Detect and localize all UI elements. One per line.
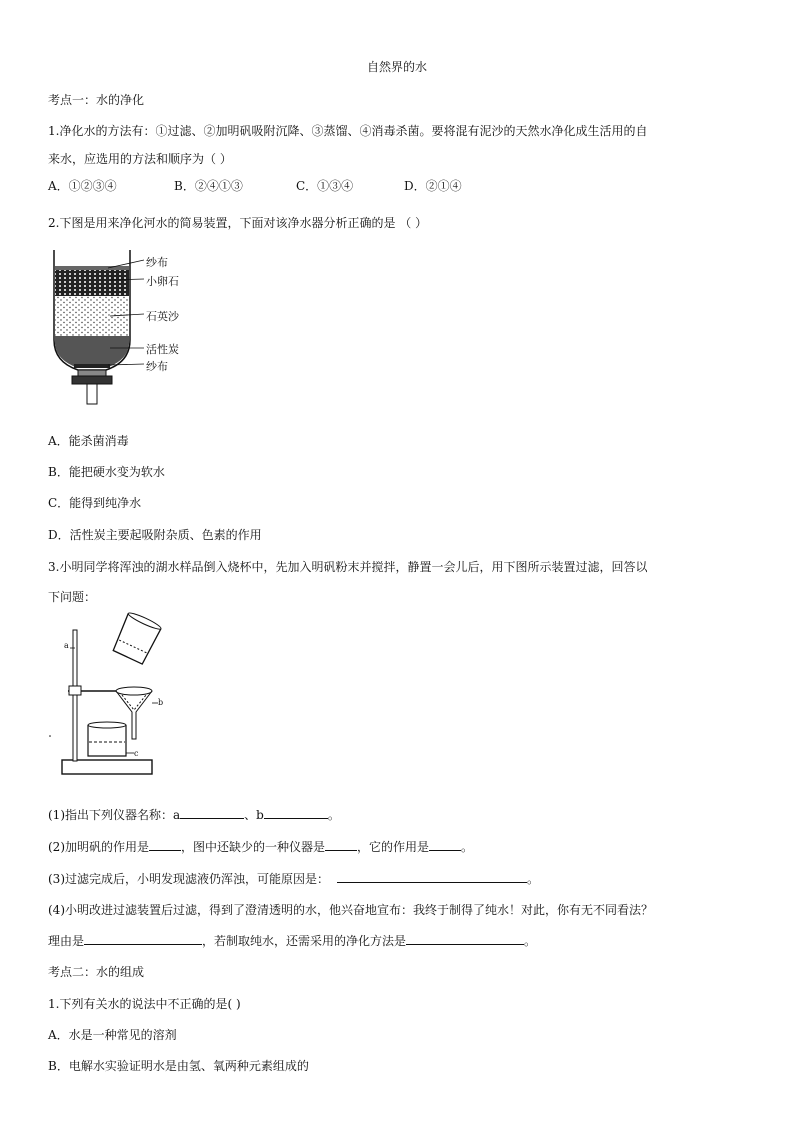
label-gauze-top: 纱布	[146, 256, 168, 269]
label-quartz-sand: 石英沙	[146, 310, 179, 323]
question-1-stem-line2: 来水，应选用的方法和顺序为（ ）	[48, 152, 232, 166]
question-3-sub4-line1: (4)小明改进过滤装置后过滤，得到了澄清透明的水，他兴奋地宣布：我终于制得了纯水！对此，你有无不同看法？	[48, 903, 654, 917]
question-2-option-c: C．能得到纯净水	[48, 496, 142, 510]
question-3-sub3: (3)过滤完成后，小明发现滤液仍浑浊，可能原因是： 。	[48, 872, 540, 886]
question-3-stem-line1: 3.小明同学将浑浊的湖水样品倒入烧杯中，先加入明矾粉末并搅拌，静置一会儿后，用下图所示装置过滤，回答以	[48, 560, 648, 574]
section-heading-2: 考点二：水的组成	[48, 965, 145, 979]
label-a: a	[64, 641, 69, 650]
question-3-stem-line2: 下问题：	[48, 590, 97, 604]
answer-blank-alum-role[interactable]	[149, 839, 181, 851]
answer-blank-instrument-role[interactable]	[429, 839, 461, 851]
option-b: B．②④①③	[174, 179, 243, 193]
section2-question-1-option-a: A．水是一种常见的溶剂	[48, 1028, 177, 1042]
filtration-apparatus-figure	[48, 612, 168, 787]
question-2-option-d: D．活性炭主要起吸附杂质、色素的作用	[48, 528, 262, 542]
question-2-option-b: B．能把硬水变为软水	[48, 465, 165, 479]
section-heading: 考点一：水的净化	[48, 93, 145, 107]
label-b: b	[158, 698, 164, 707]
answer-blank-missing-instrument[interactable]	[325, 839, 357, 851]
answer-blank-b[interactable]	[264, 807, 328, 819]
question-3-sub2: (2)加明矾的作用是 ，图中还缺少的一种仪器是 ，它的作用是 。	[48, 840, 474, 854]
answer-blank-opinion[interactable]	[84, 933, 202, 945]
section2-question-1-option-b: B．电解水实验证明水是由氢、氧两种元素组成的	[48, 1059, 309, 1073]
answer-blank-method[interactable]	[406, 933, 524, 945]
question-2-option-a: A．能杀菌消毒	[48, 434, 129, 448]
label-pebbles: 小卵石	[146, 275, 179, 288]
answer-blank-reason[interactable]	[337, 871, 527, 883]
water-purifier-figure	[48, 244, 198, 409]
label-c: c	[134, 749, 139, 758]
answer-blank-a[interactable]	[180, 807, 244, 819]
section2-question-1-stem: 1.下列有关水的说法中不正确的是( )	[48, 997, 241, 1011]
question-2-stem: 2.下图是用来净化河水的简易装置，下面对该净水器分析正确的是 （ ）	[48, 216, 428, 230]
question-1-stem-line1: 1.净化水的方法有：①过滤、②加明矾吸附沉降、③蒸馏、④消毒杀菌。要将混有泥沙的天然水净化成生活用的自	[48, 124, 648, 138]
option-d: D．②①④	[404, 179, 462, 193]
label-gauze-bottom: 纱布	[146, 360, 168, 373]
page-title: 自然界的水	[366, 60, 427, 74]
question-1-options	[48, 177, 462, 194]
question-3-sub1: (1)指出下列仪器名称：a 、b 。	[48, 808, 340, 822]
label-activated-carbon: 活性炭	[146, 343, 179, 356]
option-a: A．①②③④	[48, 179, 117, 193]
question-3-sub4-line2: 理由是 ，若制取纯水，还需采用的净化方法是 。	[48, 934, 537, 948]
option-c: C．①③④	[296, 179, 354, 193]
